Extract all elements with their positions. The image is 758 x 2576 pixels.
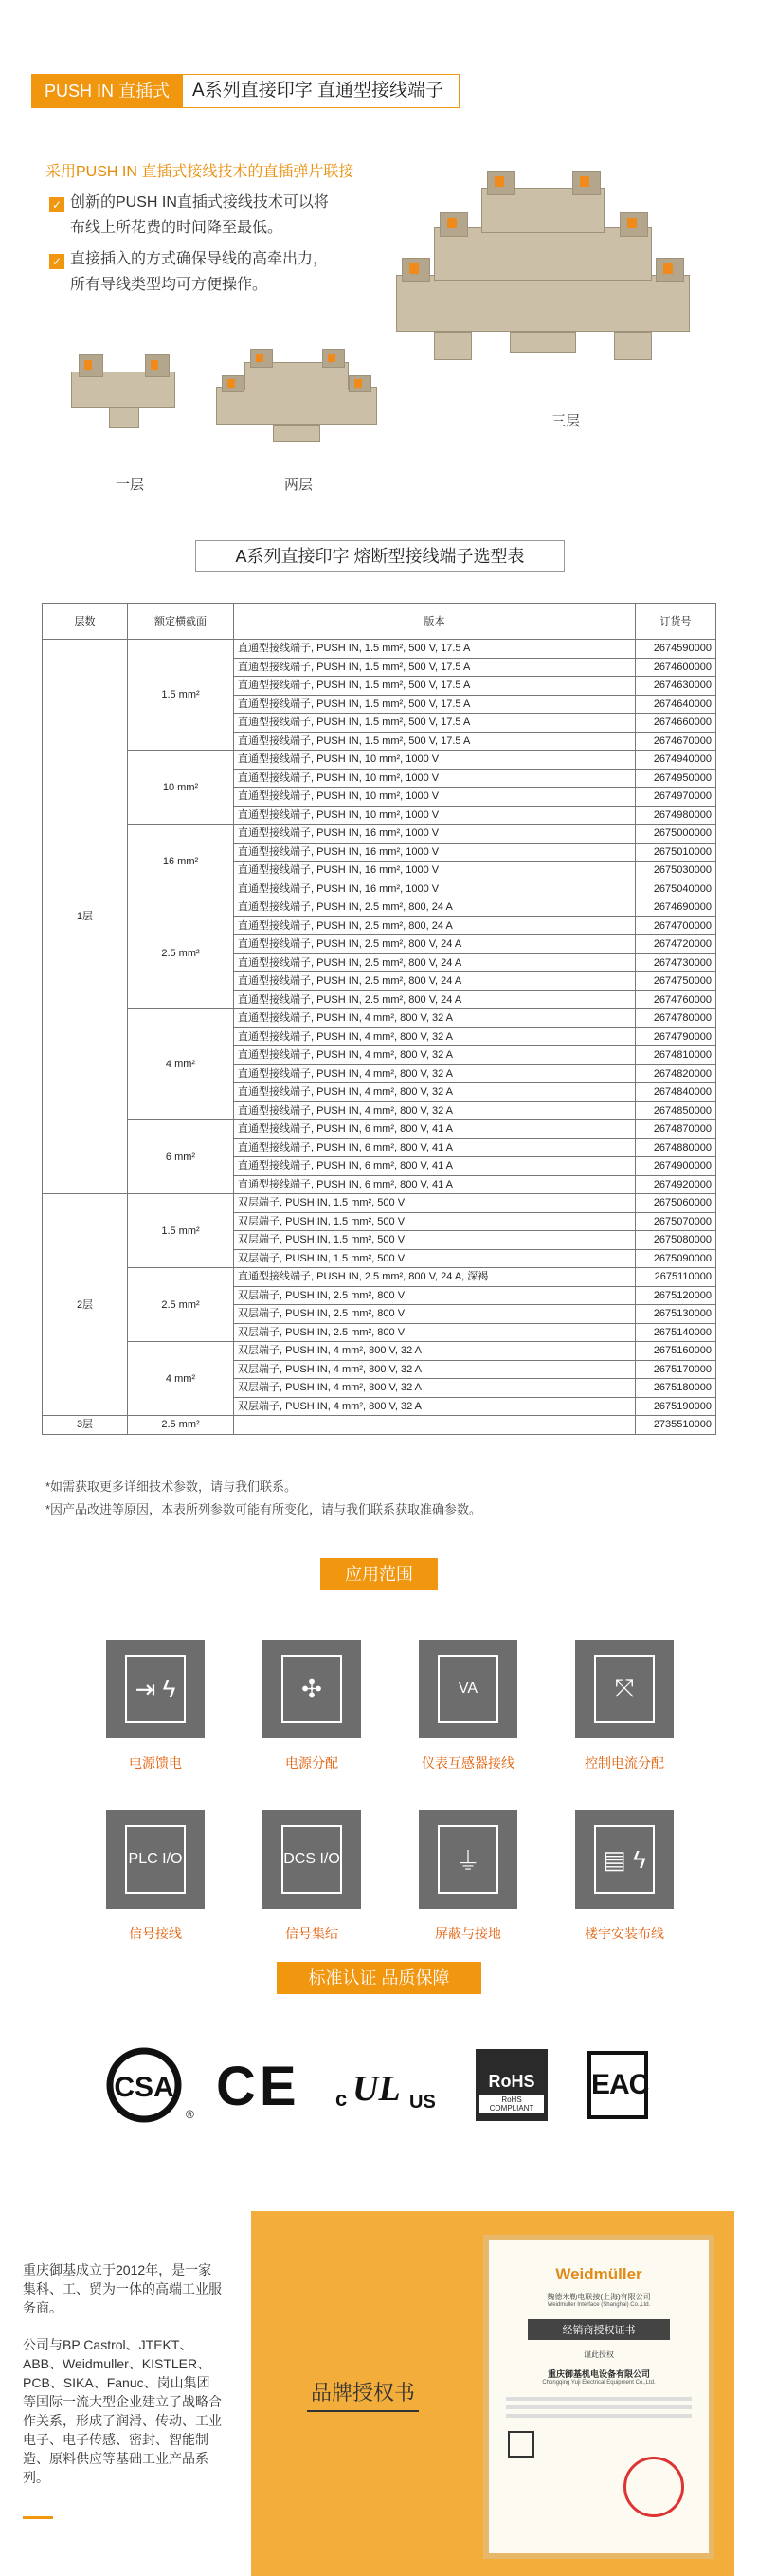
- application-label: 楼宇安装布线: [585, 1926, 664, 1941]
- order-number-cell: 2675110000: [636, 1268, 716, 1287]
- version-cell: 双层端子, PUSH IN, 2.5 mm², 800 V: [234, 1286, 636, 1305]
- authorization-title: 品牌授权书: [307, 2377, 419, 2412]
- order-number-cell: 2675090000: [636, 1249, 716, 1268]
- certification-banner: 标准认证 品质保障: [277, 1962, 481, 1994]
- cross-section-cell: 2.5 mm²: [128, 898, 234, 1009]
- version-cell: 双层端子, PUSH IN, 2.5 mm², 800 V: [234, 1323, 636, 1342]
- svg-text:c: c: [335, 2087, 348, 2111]
- version-cell: 直通型接线端子, PUSH IN, 4 mm², 800 V, 32 A: [234, 1009, 636, 1028]
- version-cell: 直通型接线端子, PUSH IN, 16 mm², 1000 V: [234, 843, 636, 862]
- eac-logo: EAC: [587, 2051, 648, 2119]
- version-cell: 直通型接线端子, PUSH IN, 16 mm², 1000 V: [234, 880, 636, 898]
- dealer-certificate: [483, 2235, 714, 2559]
- culus-logo: [332, 2055, 445, 2121]
- layer-cell: 2层: [43, 1194, 128, 1416]
- version-cell: 直通型接线端子, PUSH IN, 2.5 mm², 800, 24 A: [234, 898, 636, 917]
- table-row: [43, 825, 716, 844]
- product-2-layer-image: [216, 349, 377, 444]
- order-number-cell: 2675070000: [636, 1212, 716, 1231]
- version-cell: 直通型接线端子, PUSH IN, 4 mm², 800 V, 32 A: [234, 1027, 636, 1046]
- order-number-cell: 2675000000: [636, 825, 716, 844]
- version-cell: 直通型接线端子, PUSH IN, 1.5 mm², 500 V, 17.5 A: [234, 658, 636, 677]
- about-para-1: 重庆御基成立于2012年，是一家集科、工、贸为一体的高端工业服务商。: [23, 2262, 222, 2315]
- table-row: [43, 1416, 716, 1435]
- product-label-2-layer: 两层: [284, 477, 314, 493]
- power-feed-icon: ⇥ ϟ: [106, 1640, 205, 1738]
- version-cell: 直通型接线端子, PUSH IN, 6 mm², 800 V, 41 A: [234, 1175, 636, 1194]
- order-number-cell: 2674980000: [636, 806, 716, 825]
- table-row: [43, 640, 716, 659]
- feature-1: [49, 190, 371, 241]
- version-cell: 直通型接线端子, PUSH IN, 2.5 mm², 800 V, 24 A: [234, 953, 636, 972]
- application-label: 仪表互感器接线: [422, 1755, 514, 1770]
- svg-text:®: ®: [186, 2108, 194, 2121]
- table-row: [43, 1342, 716, 1361]
- applications-banner: 应用范围: [320, 1558, 438, 1590]
- cross-section-cell: 4 mm²: [128, 1009, 234, 1120]
- version-cell: 双层端子, PUSH IN, 1.5 mm², 500 V: [234, 1212, 636, 1231]
- feature-2-line2: 所有导线类型均可方便操作。: [70, 277, 268, 293]
- table-row: [43, 1009, 716, 1028]
- order-number-cell: 2674750000: [636, 972, 716, 991]
- svg-text:UL: UL: [352, 2069, 401, 2109]
- version-cell: 双层端子, PUSH IN, 4 mm², 800 V, 32 A: [234, 1379, 636, 1398]
- order-number-cell: 2674720000: [636, 935, 716, 954]
- order-number-cell: 2674920000: [636, 1175, 716, 1194]
- order-number-cell: 2675190000: [636, 1397, 716, 1416]
- version-cell: 直通型接线端子, PUSH IN, 1.5 mm², 500 V, 17.5 A: [234, 695, 636, 714]
- csa-logo-text: CSA: [114, 2072, 174, 2103]
- order-number-cell: 2674950000: [636, 769, 716, 788]
- col-header-order: 订货号: [636, 604, 716, 640]
- col-header-version: 版本: [234, 604, 636, 640]
- version-cell: 直通型接线端子, PUSH IN, 6 mm², 800 V, 41 A: [234, 1157, 636, 1176]
- col-header-layer: 层数: [43, 604, 128, 640]
- order-number-cell: 2675130000: [636, 1305, 716, 1324]
- table-row: [43, 1120, 716, 1139]
- feature-2-line1: 直接插入的方式确保导线的高牵出力，: [70, 251, 329, 267]
- version-cell: 直通型接线端子, PUSH IN, 4 mm², 800 V, 32 A: [234, 1083, 636, 1102]
- order-number-cell: 2674780000: [636, 1009, 716, 1028]
- note-2-text: *因产品改进等原因，本表所列参数可能有所变化，请与我们联系获取准确参数。: [45, 1502, 482, 1516]
- cross-section-cell: 2.5 mm²: [128, 1268, 234, 1342]
- table-title: A系列直接印字 熔断型接线端子选型表: [195, 540, 565, 572]
- application-label: 信号接线: [129, 1926, 182, 1941]
- cross-section-cell: 1.5 mm²: [128, 640, 234, 751]
- cert-company: 魏德米勒电联接(上海)有限公司: [547, 2293, 651, 2301]
- version-cell: 直通型接线端子, PUSH IN, 1.5 mm², 500 V, 17.5 A: [234, 640, 636, 659]
- version-cell: 直通型接线端子, PUSH IN, 2.5 mm², 800 V, 24 A, 深褐: [234, 1268, 636, 1287]
- order-number-cell: 2674850000: [636, 1101, 716, 1120]
- ce-logo: CE: [216, 2056, 300, 2117]
- order-number-cell: 2675120000: [636, 1286, 716, 1305]
- table-row: [43, 1194, 716, 1213]
- version-cell: 直通型接线端子, PUSH IN, 10 mm², 1000 V: [234, 751, 636, 770]
- about-para-2: 公司与BP Castrol、JTEKT、ABB、Weidmuller、KISTLER、PCB、SIKA、Fanuc、岗山集团等国际一流大型企业建立了战略合作关系，形成了润滑、传动、工业电子、电子传感、密封、智能制造、原料供应等基础工业产品系列。: [23, 2337, 222, 2485]
- cert-seal-icon: [623, 2457, 684, 2517]
- table-row: [43, 898, 716, 917]
- layer-cell: 1层: [43, 640, 128, 1194]
- order-number-cell: 2675160000: [636, 1342, 716, 1361]
- layer-cell: 3层: [43, 1416, 128, 1435]
- order-number-cell: 2675180000: [636, 1379, 716, 1398]
- cert-brand: Weidmüller: [555, 2265, 642, 2283]
- version-cell: 双层端子, PUSH IN, 1.5 mm², 500 V: [234, 1249, 636, 1268]
- header-title: A系列直接印字 直通型接线端子: [183, 74, 460, 108]
- cross-section-cell: 1.5 mm²: [128, 1194, 234, 1268]
- version-cell: 双层端子, PUSH IN, 1.5 mm², 500 V: [234, 1194, 636, 1213]
- csa-logo: [106, 2042, 194, 2128]
- application-label: 信号集结: [285, 1926, 338, 1941]
- version-cell: 直通型接线端子, PUSH IN, 2.5 mm², 800 V, 24 A: [234, 990, 636, 1009]
- cert-dealer-en: Chongqing Yuji Electrical Equipment Co.,Ltd.: [542, 2380, 656, 2386]
- order-number-cell: 2674790000: [636, 1027, 716, 1046]
- selection-table-body: [43, 640, 716, 1435]
- version-cell: 直通型接线端子, PUSH IN, 2.5 mm², 800 V, 24 A: [234, 935, 636, 954]
- order-number-cell: 2674590000: [636, 640, 716, 659]
- version-cell: 双层端子, PUSH IN, 4 mm², 800 V, 32 A: [234, 1342, 636, 1361]
- version-cell: 直通型接线端子, PUSH IN, 2.5 mm², 800, 24 A: [234, 916, 636, 935]
- version-cell: 双层端子, PUSH IN, 1.5 mm², 500 V: [234, 1231, 636, 1250]
- version-cell: 直通型接线端子, PUSH IN, 16 mm², 1000 V: [234, 825, 636, 844]
- version-cell: 直通型接线端子, PUSH IN, 10 mm², 1000 V: [234, 769, 636, 788]
- order-number-cell: 2674810000: [636, 1046, 716, 1065]
- version-cell: [234, 1416, 636, 1435]
- version-cell: 直通型接线端子, PUSH IN, 16 mm², 1000 V: [234, 862, 636, 880]
- order-number-cell: 2674640000: [636, 695, 716, 714]
- application-label: 控制电流分配: [585, 1755, 664, 1770]
- cross-section-cell: 10 mm²: [128, 751, 234, 825]
- transformer-icon: VA: [419, 1640, 517, 1738]
- order-number-cell: 2674690000: [636, 898, 716, 917]
- feature-1-line2: 布线上所花费的时间降至最低。: [70, 220, 283, 236]
- header-tag: PUSH IN 直插式: [31, 74, 183, 108]
- version-cell: 双层端子, PUSH IN, 4 mm², 800 V, 32 A: [234, 1397, 636, 1416]
- order-number-cell: 2674880000: [636, 1138, 716, 1157]
- cross-section-cell: 6 mm²: [128, 1120, 234, 1194]
- order-number-cell: 2674840000: [636, 1083, 716, 1102]
- cert-company-en: Weidmuller Interface (Shanghai) Co.,Ltd.: [547, 2302, 651, 2308]
- order-number-cell: 2674900000: [636, 1157, 716, 1176]
- shield-ground-icon: ⏚: [419, 1810, 517, 1909]
- application-label: 电源馈电: [129, 1755, 182, 1770]
- version-cell: 双层端子, PUSH IN, 2.5 mm², 800 V: [234, 1305, 636, 1324]
- order-number-cell: 2674700000: [636, 916, 716, 935]
- cert-dealer: 重庆御基机电设备有限公司: [547, 2369, 650, 2379]
- order-number-cell: 2674600000: [636, 658, 716, 677]
- order-number-cell: 2675170000: [636, 1360, 716, 1379]
- order-number-cell: 2675030000: [636, 862, 716, 880]
- order-number-cell: 2674730000: [636, 953, 716, 972]
- product-1-layer-image: [71, 354, 175, 428]
- selection-table: [42, 603, 716, 1435]
- version-cell: 直通型接线端子, PUSH IN, 4 mm², 800 V, 32 A: [234, 1046, 636, 1065]
- version-cell: 双层端子, PUSH IN, 4 mm², 800 V, 32 A: [234, 1360, 636, 1379]
- version-cell: 直通型接线端子, PUSH IN, 10 mm², 1000 V: [234, 788, 636, 807]
- power-distribution-icon: ✣: [262, 1640, 361, 1738]
- cert-heading: 经销商授权证书: [528, 2319, 670, 2340]
- note-2: [45, 1499, 481, 1517]
- table-row: [43, 1268, 716, 1287]
- signal-wiring-icon: PLC I/O: [106, 1810, 205, 1909]
- product-3-layer-image: [396, 171, 690, 370]
- application-label: 屏蔽与接地: [435, 1926, 501, 1941]
- version-cell: 直通型接线端子, PUSH IN, 6 mm², 800 V, 41 A: [234, 1120, 636, 1139]
- product-label-1-layer: 一层: [116, 477, 145, 493]
- check-icon: ✓: [49, 254, 64, 269]
- note-1: [45, 1477, 297, 1495]
- rohs-logo: RoHS RoHS COMPLIANT: [476, 2049, 548, 2121]
- cross-section-cell: 4 mm²: [128, 1342, 234, 1416]
- order-number-cell: 2674870000: [636, 1120, 716, 1139]
- order-number-cell: 2674940000: [636, 751, 716, 770]
- order-number-cell: 2674670000: [636, 732, 716, 751]
- version-cell: 直通型接线端子, PUSH IN, 6 mm², 800 V, 41 A: [234, 1138, 636, 1157]
- version-cell: 直通型接线端子, PUSH IN, 1.5 mm², 500 V, 17.5 A: [234, 732, 636, 751]
- intro-subtitle: 采用PUSH IN 直插式接线技术的直插弹片联接: [45, 164, 354, 180]
- cross-section-cell: 2.5 mm²: [128, 1416, 234, 1435]
- order-number-cell: 2674660000: [636, 714, 716, 733]
- check-icon: ✓: [49, 197, 64, 212]
- col-header-cross: 额定横截面: [128, 604, 234, 640]
- note-1-text: *如需获取更多详细技术参数，请与我们联系。: [45, 1479, 298, 1494]
- order-number-cell: 2674630000: [636, 677, 716, 696]
- version-cell: 直通型接线端子, PUSH IN, 2.5 mm², 800 V, 24 A: [234, 972, 636, 991]
- version-cell: 直通型接线端子, PUSH IN, 10 mm², 1000 V: [234, 806, 636, 825]
- table-row: [43, 751, 716, 770]
- cert-qr-code: [508, 2431, 534, 2458]
- order-number-cell: 2675080000: [636, 1231, 716, 1250]
- order-number-cell: 2675040000: [636, 880, 716, 898]
- cross-section-cell: 16 mm²: [128, 825, 234, 898]
- order-number-cell: 2675140000: [636, 1323, 716, 1342]
- control-current-icon: ⤧: [575, 1640, 674, 1738]
- feature-1-line1: 创新的PUSH IN直插式接线技术可以将: [70, 194, 329, 210]
- signal-collect-icon: DCS I/O: [262, 1810, 361, 1909]
- order-number-cell: 2674970000: [636, 788, 716, 807]
- order-number-cell: 2735510000: [636, 1416, 716, 1435]
- feature-2: [49, 246, 371, 298]
- page-header: [31, 74, 460, 108]
- rohs-logo-text: RoHS COMPLIANT: [479, 2095, 544, 2113]
- version-cell: 直通型接线端子, PUSH IN, 1.5 mm², 500 V, 17.5 A: [234, 714, 636, 733]
- about-divider: [23, 2516, 53, 2519]
- building-wiring-icon: ▤ ϟ: [575, 1810, 674, 1909]
- order-number-cell: 2674760000: [636, 990, 716, 1009]
- product-label-3-layer: 三层: [551, 413, 581, 429]
- application-label: 电源分配: [285, 1755, 338, 1770]
- version-cell: 直通型接线端子, PUSH IN, 4 mm², 800 V, 32 A: [234, 1101, 636, 1120]
- cert-sub: 谨此授权: [584, 2350, 614, 2359]
- version-cell: 直通型接线端子, PUSH IN, 4 mm², 800 V, 32 A: [234, 1064, 636, 1083]
- svg-text:US: US: [409, 2092, 436, 2113]
- order-number-cell: 2674820000: [636, 1064, 716, 1083]
- version-cell: 直通型接线端子, PUSH IN, 1.5 mm², 500 V, 17.5 A: [234, 677, 636, 696]
- order-number-cell: 2675060000: [636, 1194, 716, 1213]
- order-number-cell: 2675010000: [636, 843, 716, 862]
